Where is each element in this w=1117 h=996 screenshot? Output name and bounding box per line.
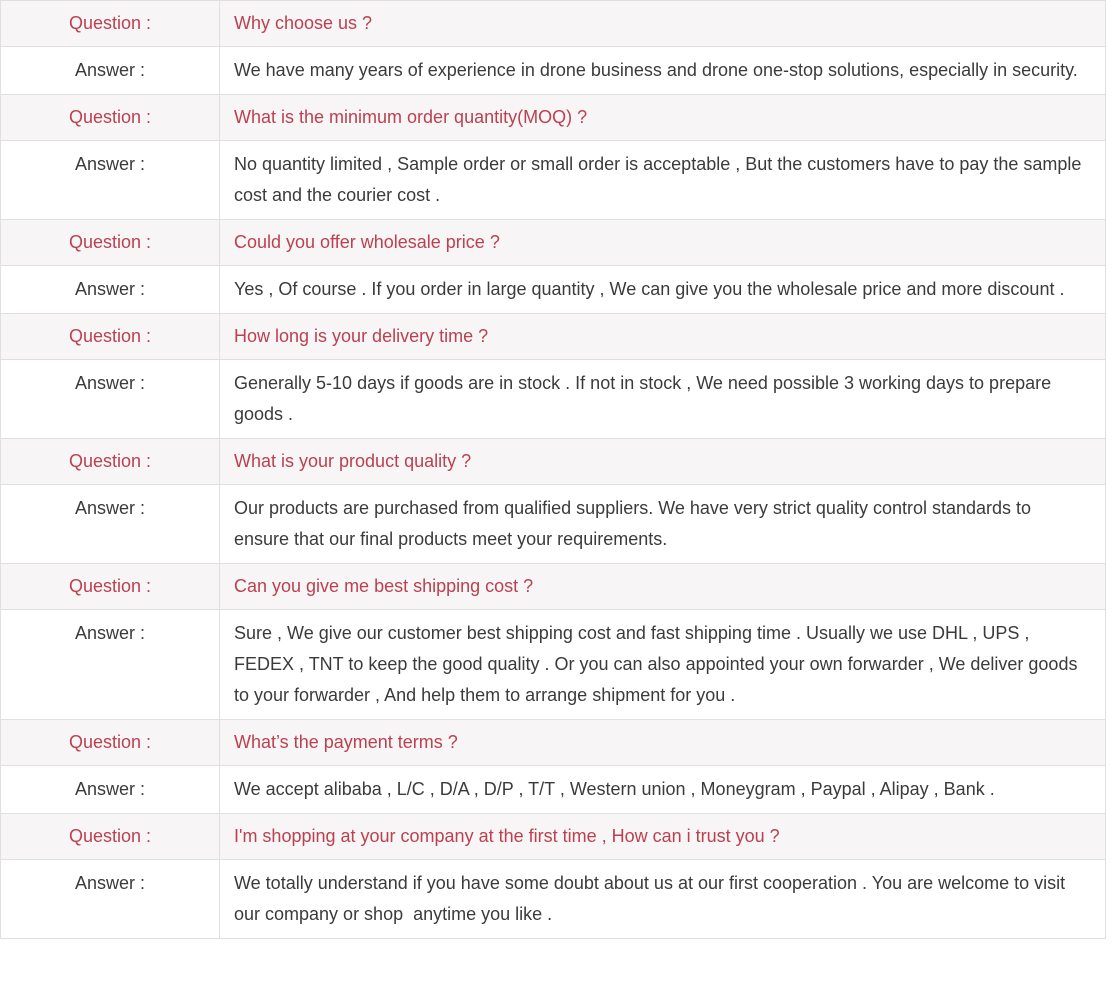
- answer-label: Answer :: [1, 610, 220, 720]
- faq-question-row: [1, 220, 1106, 266]
- faq-answer-row: [1, 47, 1106, 95]
- answer-text: We totally understand if you have some doubt about us at our first cooperation . You are welcome to visit our company or shop anytime you like .: [220, 860, 1106, 939]
- answer-text: We accept alibaba , L/C , D/A , D/P , T/T , Western union , Moneygram , Paypal , Alipay , Bank .: [220, 766, 1106, 814]
- answer-text: Yes , Of course . If you order in large quantity , We can give you the wholesale price and more discount .: [220, 266, 1106, 314]
- faq-question-row: [1, 720, 1106, 766]
- answer-label: Answer :: [1, 141, 220, 220]
- question-label: Question :: [1, 95, 220, 141]
- faq-question-row: [1, 314, 1106, 360]
- answer-label: Answer :: [1, 360, 220, 439]
- answer-label: Answer :: [1, 860, 220, 939]
- faq-answer-row: [1, 610, 1106, 720]
- faq-question-row: [1, 564, 1106, 610]
- question-label: Question :: [1, 314, 220, 360]
- question-label: Question :: [1, 220, 220, 266]
- question-text: Can you give me best shipping cost ?: [220, 564, 1106, 610]
- answer-label: Answer :: [1, 47, 220, 95]
- faq-question-row: [1, 95, 1106, 141]
- answer-text: Our products are purchased from qualified suppliers. We have very strict quality control standards to ensure that our final products meet your requirements.: [220, 485, 1106, 564]
- answer-label: Answer :: [1, 266, 220, 314]
- faq-answer-row: [1, 485, 1106, 564]
- question-text: What is the minimum order quantity(MOQ) ?: [220, 95, 1106, 141]
- answer-text: No quantity limited , Sample order or small order is acceptable , But the customers have to pay the sample cost and the courier cost .: [220, 141, 1106, 220]
- question-label: Question :: [1, 1, 220, 47]
- faq-answer-row: [1, 766, 1106, 814]
- question-text: What’s the payment terms ?: [220, 720, 1106, 766]
- answer-text: Generally 5-10 days if goods are in stock . If not in stock , We need possible 3 working days to prepare goods .: [220, 360, 1106, 439]
- faq-question-row: [1, 814, 1106, 860]
- question-label: Question :: [1, 814, 220, 860]
- question-text: What is your product quality ?: [220, 439, 1106, 485]
- faq-answer-row: [1, 860, 1106, 939]
- answer-label: Answer :: [1, 766, 220, 814]
- question-label: Question :: [1, 439, 220, 485]
- question-label: Question :: [1, 564, 220, 610]
- faq-question-row: [1, 1, 1106, 47]
- answer-label: Answer :: [1, 485, 220, 564]
- faq-answer-row: [1, 360, 1106, 439]
- question-label: Question :: [1, 720, 220, 766]
- answer-text: Sure , We give our customer best shipping cost and fast shipping time . Usually we use DHL , UPS , FEDEX , TNT to keep the good quality . Or you can also appointed your own forwarder , We deliver goods to your forwarder , And help them to arrange shipment for you .: [220, 610, 1106, 720]
- faq-answer-row: [1, 266, 1106, 314]
- answer-text: We have many years of experience in drone business and drone one-stop solutions, especially in security.: [220, 47, 1106, 95]
- question-text: I'm shopping at your company at the first time , How can i trust you ?: [220, 814, 1106, 860]
- question-text: Why choose us ?: [220, 1, 1106, 47]
- faq-question-row: [1, 439, 1106, 485]
- faq-answer-row: [1, 141, 1106, 220]
- question-text: How long is your delivery time ?: [220, 314, 1106, 360]
- question-text: Could you offer wholesale price ?: [220, 220, 1106, 266]
